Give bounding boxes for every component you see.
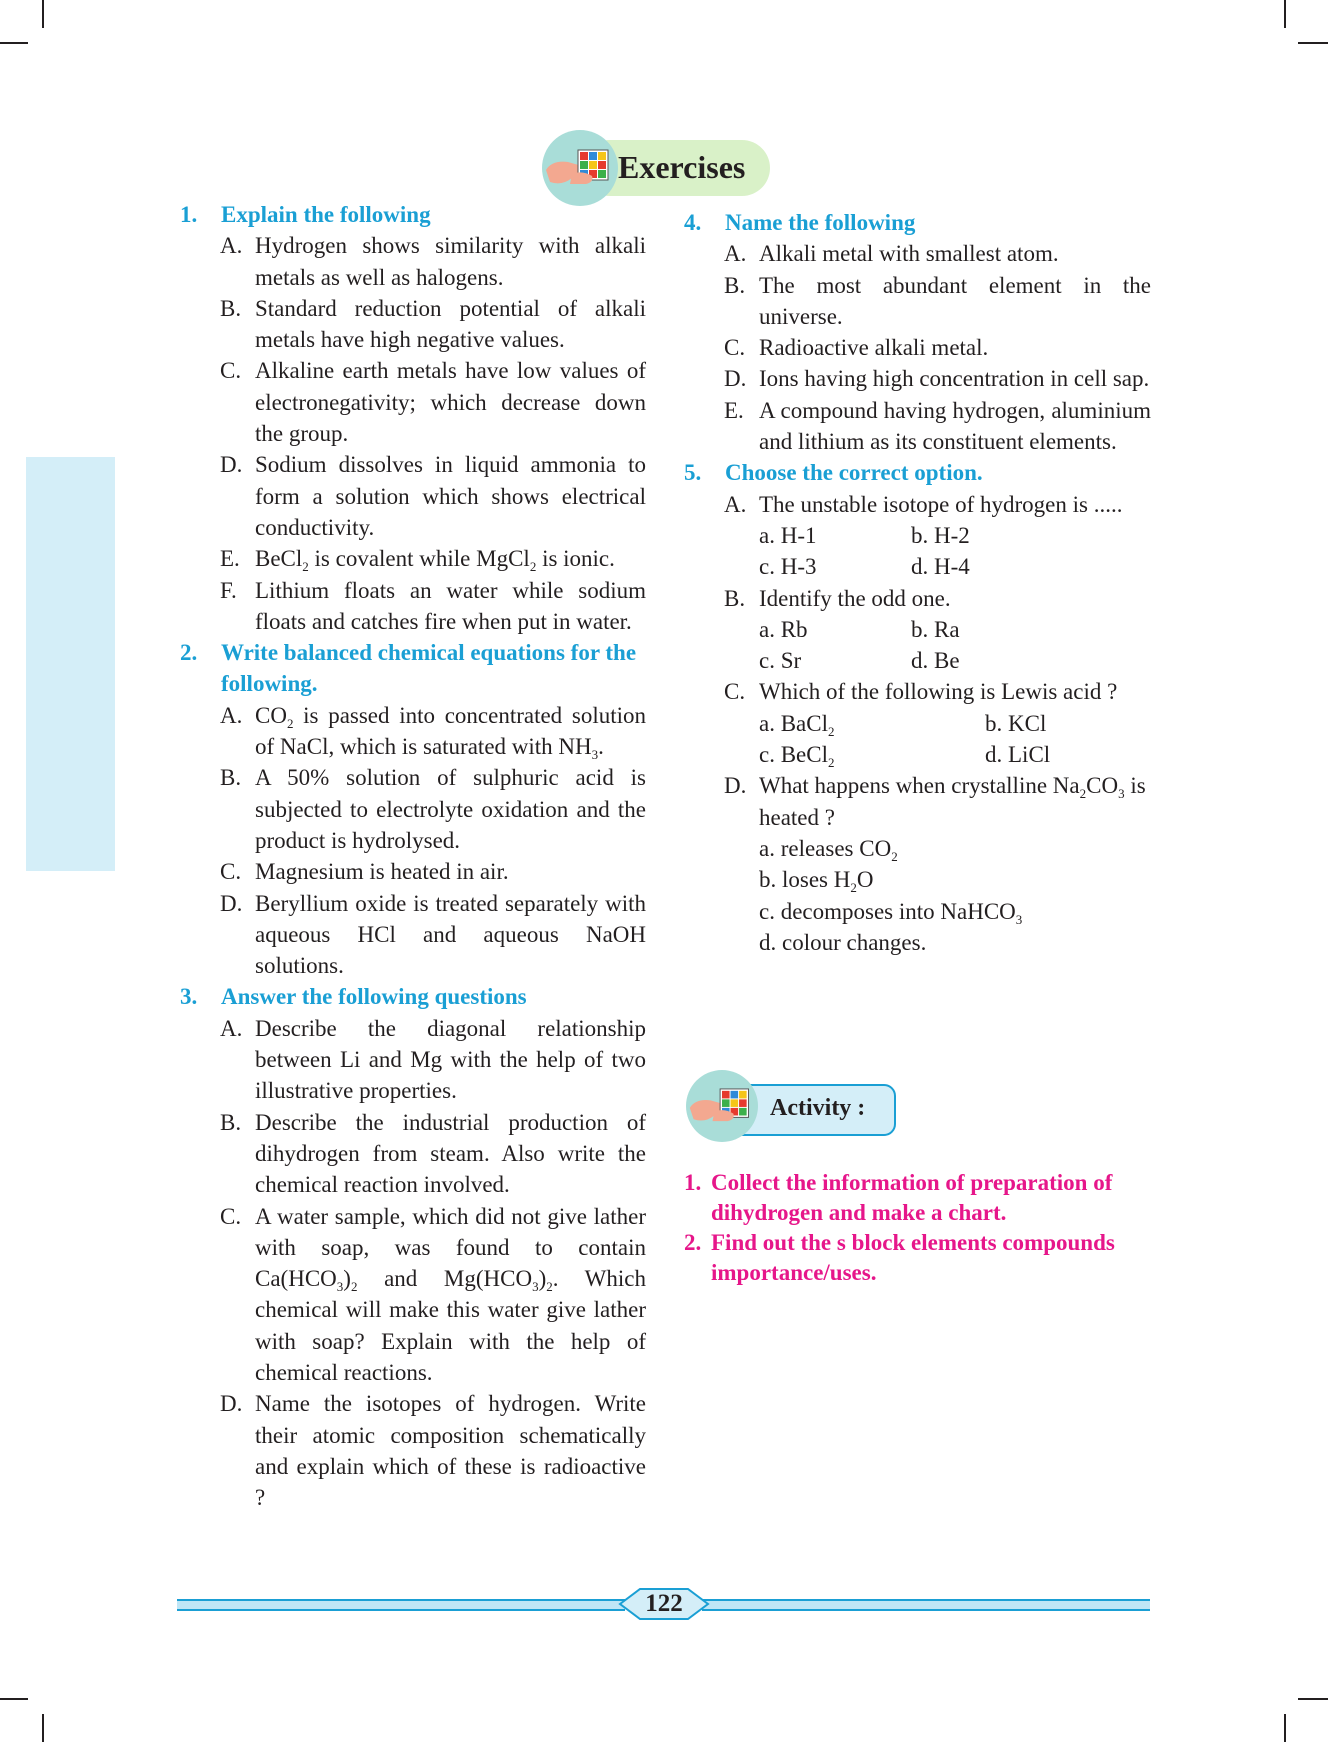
activity-item: 2. Find out the s block elements compounds importance/uses. xyxy=(684,1230,1115,1285)
q2-item-c: C. Magnesium is heated in air. xyxy=(220,859,509,885)
crop-mark xyxy=(1284,1714,1286,1742)
q4-item-b: B. The most abundant element in the universe. xyxy=(724,272,1151,329)
question-5-heading: 5. Choose the correct option. xyxy=(684,460,983,486)
option: b. Ra xyxy=(911,616,960,642)
q2-item-b: B. A 50% solution of sulphuric acid is subjected to electrolyte oxidation and the product is hydrolysed. xyxy=(220,765,646,853)
q3-item-a: A. Describe the diagonal relationship between Li and Mg with the help of two illustrative properties. xyxy=(220,1015,646,1104)
q5-item-a: A. The unstable isotope of hydrogen is ..... xyxy=(724,491,1123,517)
question-3-heading: 3. Answer the following questions xyxy=(180,984,527,1010)
q3-item-d: D. Name the isotopes of hydrogen. Write their atomic composition schematically and explain which of these is radioactive ? xyxy=(220,1391,646,1511)
option: a. BaCl$_2$ xyxy=(759,710,835,739)
footer-rule-right xyxy=(702,1599,1150,1611)
crop-mark xyxy=(1284,0,1286,28)
q3-item-c: C. A water sample, which did not give lather with soap, was found to contain $Ca(HCO_3)_2$ and $Mg(HCO_3)_2$. Which chemical will make this water give lather with soap? Explain with the help of chemical reactions. xyxy=(220,1203,646,1385)
option: a. Rb xyxy=(759,616,808,642)
q3-item-b: B. Describe the industrial production of dihydrogen from steam. Also write the chemical reaction involved. xyxy=(220,1109,646,1198)
crop-mark xyxy=(0,42,28,44)
hand-holding-cube-icon xyxy=(686,1070,758,1142)
q4-item-a: A. Alkali metal with smallest atom. xyxy=(724,241,1059,267)
right-column xyxy=(684,207,1151,958)
q5-a-options xyxy=(684,520,1151,583)
activity-badge xyxy=(686,1070,896,1142)
q5-item-b: B. Identify the odd one. xyxy=(724,585,951,611)
crop-mark xyxy=(1298,1698,1328,1700)
question-2-heading: 2. Write balanced chemical equations for the following. xyxy=(180,640,637,697)
q1-item-d: D. Sodium dissolves in liquid ammonia to form a solution which shows electrical conductivity. xyxy=(220,452,646,540)
q4-item-d: D. Ions having high concentration in cell sap. xyxy=(724,366,1150,392)
footer-rule-left xyxy=(177,1599,625,1611)
option: c. Sr xyxy=(759,648,802,674)
q2-item-d: D. Beryllium oxide is treated separately with aqueous HCl and aqueous NaOH solutions. xyxy=(220,890,646,979)
q1-item-e: E. BeCl$_2$ is covalent while MgCl$_2$ is ionic. xyxy=(220,546,615,575)
q5-c-options xyxy=(684,708,1151,771)
left-column xyxy=(180,199,646,1513)
option: c. BeCl$_2$ xyxy=(759,742,835,771)
option: c. H-3 xyxy=(759,554,817,580)
option: b. KCl xyxy=(985,710,1047,736)
crop-mark xyxy=(42,1714,44,1742)
activity-title: Activity : xyxy=(770,1095,866,1121)
q4-item-c: C. Radioactive alkali metal. xyxy=(724,335,989,361)
option: d. H-4 xyxy=(911,554,970,580)
page-number: 122 xyxy=(645,1590,683,1617)
activity-item: 1. Collect the information of preparation of dihydrogen and make a chart. xyxy=(684,1170,1113,1225)
crop-mark xyxy=(1298,42,1328,44)
exercises-title: Exercises xyxy=(618,149,746,185)
option: a. releases $CO_2$ xyxy=(759,835,898,864)
option: c. decomposes into NaHCO$_3$ xyxy=(759,898,1023,927)
hand-holding-cube-icon xyxy=(542,130,618,206)
option: d. LiCl xyxy=(985,742,1051,768)
exercises-badge xyxy=(542,130,772,206)
q4-item-e: E. A compound having hydrogen, aluminium and lithium as its constituent elements. xyxy=(724,397,1151,455)
q1-item-a: A. Hydrogen shows similarity with alkali metals as well as halogens. xyxy=(220,233,646,290)
side-color-band xyxy=(26,457,115,871)
question-1-heading: 1. Explain the following xyxy=(180,202,431,227)
q5-b-options xyxy=(684,614,1151,677)
q1-item-b: B. Standard reduction potential of alkali metals have high negative values. xyxy=(220,295,646,353)
q1-item-c: C. Alkaline earth metals have low values of electronegativity; which decrease down the group. xyxy=(220,358,646,447)
q2-item-a: A. $CO_2$ is passed into concentrated solution of NaCl, which is saturated with $NH_3$. xyxy=(220,702,646,763)
q5-item-c: C. Which of the following is Lewis acid ? xyxy=(724,679,1118,705)
q1-item-f: F. Lithium floats an water while sodium floats and catches fire when put in water. xyxy=(220,577,646,634)
q5-item-d: D. What happens when crystalline $Na_2CO_3$ is heated ? xyxy=(724,773,1146,830)
option: b. loses $H_2O$ xyxy=(759,867,874,896)
crop-mark xyxy=(0,1698,28,1700)
activity-list xyxy=(684,1168,1152,1288)
option: d. colour changes. xyxy=(759,929,927,955)
crop-mark xyxy=(42,0,44,28)
question-4-heading: 4. Name the following xyxy=(684,210,916,235)
option: a. H-1 xyxy=(759,522,817,548)
option: b. H-2 xyxy=(911,522,970,548)
option: d. Be xyxy=(911,648,960,674)
